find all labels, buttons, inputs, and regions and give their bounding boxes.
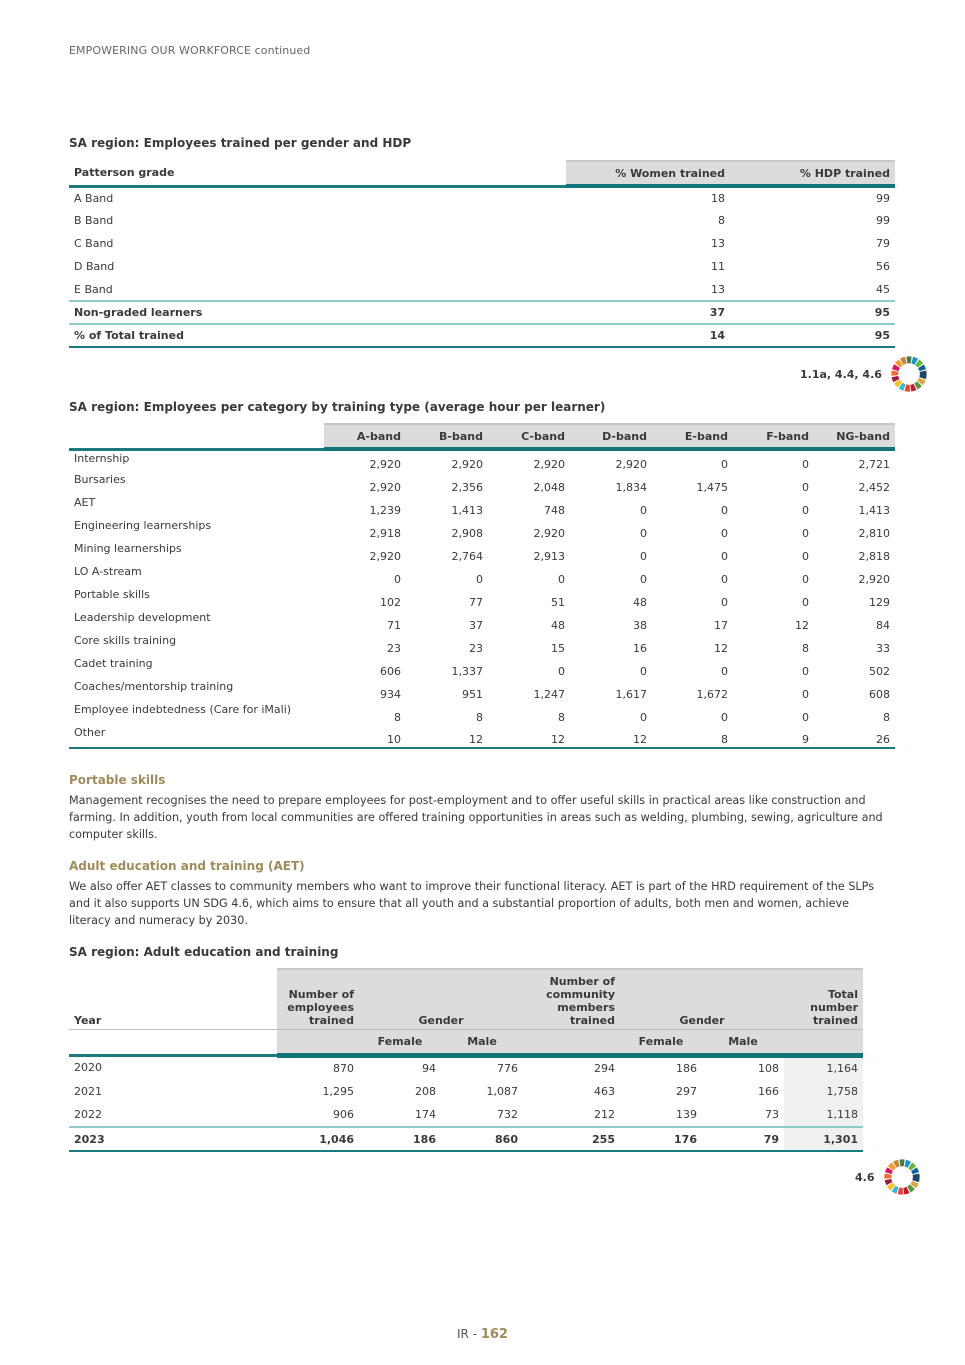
cell: 108	[758, 1061, 779, 1075]
cell: 2,356	[451, 481, 483, 494]
cell: 14	[566, 324, 730, 347]
table-row	[69, 278, 895, 301]
cell: 12	[488, 725, 570, 748]
column-subheader-female: Female	[359, 1029, 441, 1055]
cell: 0	[802, 711, 809, 724]
cell: 732	[497, 1108, 518, 1121]
column-header	[69, 424, 324, 449]
cell: 2,048	[533, 481, 565, 494]
cell: 906	[333, 1108, 354, 1121]
cell: 0	[802, 596, 809, 609]
cell: 10	[324, 725, 406, 748]
cell: 2,818	[858, 550, 890, 563]
table-row	[69, 518, 895, 541]
cell: 102	[380, 596, 401, 609]
cell: 1,413	[451, 504, 483, 517]
cell: 0	[802, 573, 809, 586]
cell: 2,920	[615, 458, 647, 471]
table-row	[69, 702, 895, 725]
row-label: 2023	[69, 1127, 277, 1151]
row-label: Core skills training	[74, 634, 177, 647]
cell: 1,118	[784, 1103, 863, 1127]
cell: 0	[640, 665, 647, 678]
column-header: F-band	[733, 424, 814, 449]
sdg-wheel-icon	[890, 355, 928, 393]
row-label: 2022	[74, 1108, 102, 1121]
cell: 2,920	[369, 481, 401, 494]
cell: 0	[721, 573, 728, 586]
sdg-reference-1	[800, 355, 928, 393]
cell: 186	[676, 1061, 697, 1075]
cell: 99	[876, 214, 890, 227]
cell: 2,920	[533, 458, 565, 471]
sdg-reference-2	[855, 1158, 921, 1196]
row-label: Engineering learnerships	[74, 519, 212, 532]
cell: 12	[795, 619, 809, 632]
portable-skills-paragraph: Management recognises the need to prepare employees for post-employment and to offer useful skills in practical areas like construction and farming. In addition, youth from local communities are offered training opportunities in areas such as welding, plumbing, sewing, agriculture and computer skills.	[69, 794, 883, 841]
row-label: AET	[74, 496, 96, 509]
cell: 0	[802, 481, 809, 494]
row-label: E Band	[74, 282, 113, 296]
cell: 37	[469, 619, 483, 632]
cell: 8	[883, 711, 890, 724]
cell: 2,913	[533, 550, 565, 563]
table-row	[69, 495, 895, 518]
cell: 56	[876, 260, 890, 273]
column-header-total: Total number trained	[784, 969, 863, 1029]
cell: 0	[721, 596, 728, 609]
cell: 2,721	[858, 458, 890, 471]
cell: 0	[558, 665, 565, 678]
sdg-label: 4.6	[855, 1170, 875, 1184]
cell: 1,758	[784, 1079, 863, 1103]
cell: 8	[558, 711, 565, 724]
row-label: Portable skills	[74, 588, 150, 601]
cell: 33	[876, 642, 890, 655]
cell: 13	[711, 282, 725, 296]
cell: 2,920	[533, 527, 565, 540]
column-header: E-band	[652, 424, 733, 449]
total-row	[69, 301, 895, 324]
cell: 8	[718, 214, 725, 227]
sdg-label: 1.1a, 4.4, 4.6	[800, 367, 882, 381]
aet-heading: Adult education and training (AET)	[69, 859, 305, 873]
column-subheader-blank	[784, 1029, 863, 1055]
column-header-community: Number of community members trained	[523, 969, 620, 1029]
cell: 0	[640, 573, 647, 586]
cell: 212	[594, 1108, 615, 1121]
cell: 94	[422, 1061, 436, 1075]
table-row	[69, 209, 895, 232]
table2-title: SA region: Employees per category by training type (average hour per learner)	[69, 400, 606, 414]
cell: 1,295	[322, 1084, 354, 1098]
cell: 463	[594, 1084, 615, 1098]
column-subheader-blank	[523, 1029, 620, 1055]
cell: 12	[570, 725, 652, 748]
cell: 2,918	[369, 527, 401, 540]
cell: 18	[711, 192, 725, 205]
column-header-gender: Gender	[359, 969, 523, 1029]
cell: 2,810	[858, 527, 890, 540]
column-header: D-band	[570, 424, 652, 449]
column-subheader-blank	[69, 1029, 277, 1055]
cell: 776	[497, 1061, 518, 1075]
row-label: Cadet training	[74, 657, 153, 670]
table-row	[69, 472, 895, 495]
cell: 860	[441, 1127, 523, 1151]
cell: 37	[566, 301, 730, 324]
cell: 0	[802, 665, 809, 678]
cell: 934	[380, 688, 401, 701]
cell: 8	[802, 642, 809, 655]
table-row	[69, 633, 895, 656]
cell: 1,337	[451, 665, 483, 678]
cell: 870	[333, 1061, 354, 1075]
running-head: EMPOWERING OUR WORKFORCE continued	[69, 44, 311, 57]
training-type-table	[69, 423, 895, 749]
row-label: LO A-stream	[74, 565, 142, 578]
cell: 2,452	[858, 481, 890, 494]
footer-prefix: IR -	[457, 1327, 481, 1341]
row-label: Internship	[74, 451, 130, 465]
row-label: B Band	[74, 214, 114, 227]
page-number: 162	[480, 1327, 508, 1342]
cell: 0	[721, 504, 728, 517]
total-row	[69, 324, 895, 347]
cell: 15	[551, 642, 565, 655]
cell: 255	[523, 1127, 620, 1151]
cell: 176	[620, 1127, 702, 1151]
cell: 8	[652, 725, 733, 748]
cell: 2,764	[451, 550, 483, 563]
cell: 1,239	[369, 504, 401, 517]
cell: 208	[415, 1084, 436, 1098]
cell: 45	[876, 282, 890, 296]
column-subheader-male: Male	[702, 1029, 784, 1055]
row-label: A Band	[74, 191, 114, 205]
row-label: % of Total trained	[69, 324, 566, 347]
cell: 1,046	[277, 1127, 359, 1151]
table-row	[69, 656, 895, 679]
column-header: NG-band	[814, 424, 895, 449]
cell: 0	[802, 527, 809, 540]
cell: 48	[551, 619, 565, 632]
cell: 95	[730, 324, 895, 347]
cell: 77	[469, 596, 483, 609]
cell: 1,617	[615, 688, 647, 701]
row-label: Coaches/mentorship training	[74, 680, 234, 693]
column-subheader-blank	[277, 1029, 359, 1055]
column-header: C-band	[488, 424, 570, 449]
row-label: Leadership development	[74, 611, 211, 624]
cell: 0	[640, 504, 647, 517]
table-row	[69, 1079, 863, 1103]
cell: 13	[711, 237, 725, 250]
column-header: Patterson grade	[69, 161, 566, 186]
cell: 608	[869, 688, 890, 701]
cell: 0	[721, 711, 728, 724]
cell: 79	[702, 1127, 784, 1151]
cell: 1,087	[486, 1084, 518, 1098]
cell: 951	[462, 688, 483, 701]
cell: 2,920	[858, 573, 890, 586]
cell: 16	[633, 642, 647, 655]
row-label: C Band	[74, 237, 114, 250]
cell: 2,920	[451, 458, 483, 471]
cell: 0	[476, 573, 483, 586]
column-header: B-band	[406, 424, 488, 449]
table-row	[69, 1055, 863, 1079]
column-header: % HDP trained	[730, 161, 895, 186]
cell: 23	[469, 642, 483, 655]
cell: 38	[633, 619, 647, 632]
gender-hdp-table	[69, 160, 895, 348]
cell: 12	[406, 725, 488, 748]
row-label: 2021	[74, 1084, 102, 1098]
cell: 12	[714, 642, 728, 655]
column-header: A-band	[324, 424, 406, 449]
cell: 1,672	[696, 688, 728, 701]
cell: 748	[544, 504, 565, 517]
cell: 0	[558, 573, 565, 586]
cell: 1,164	[784, 1055, 863, 1079]
table-row	[69, 541, 895, 564]
table-row	[69, 449, 895, 472]
row-label: Employee indebtedness (Care for iMali)	[74, 703, 292, 716]
cell: 2,920	[369, 550, 401, 563]
cell: 73	[765, 1108, 779, 1121]
cell: 0	[802, 688, 809, 701]
cell: 0	[721, 665, 728, 678]
table3-title: SA region: Adult education and training	[69, 945, 339, 959]
cell: 0	[802, 504, 809, 517]
aet-paragraph: We also offer AET classes to community members who want to improve their functional literacy. AET is part of the HRD requirement of the SLPs and it also supports UN SDG 4.6, which aims to ensure that all youth and a substantial proportion of adults, both men and women, achieve literacy and numeracy by 2030.	[69, 880, 875, 927]
cell: 502	[869, 665, 890, 678]
cell: 26	[814, 725, 895, 748]
cell: 8	[394, 711, 401, 724]
cell: 95	[730, 301, 895, 324]
cell: 48	[633, 596, 647, 609]
table-row	[69, 1127, 863, 1151]
cell: 11	[711, 260, 725, 273]
cell: 17	[714, 619, 728, 632]
cell: 1,413	[858, 504, 890, 517]
cell: 0	[721, 527, 728, 540]
cell: 51	[551, 596, 565, 609]
cell: 0	[802, 458, 809, 471]
column-header-employees: Number of employees trained	[277, 969, 359, 1029]
cell: 79	[876, 237, 890, 250]
table-row	[69, 564, 895, 587]
column-header-year: Year	[74, 1013, 102, 1027]
cell: 297	[676, 1084, 697, 1098]
cell: 129	[869, 596, 890, 609]
aet-table	[69, 968, 863, 1152]
column-header: % Women trained	[566, 161, 730, 186]
row-label: D Band	[74, 260, 115, 273]
row-label: Non-graded learners	[69, 301, 566, 324]
cell: 71	[387, 619, 401, 632]
cell: 1,247	[533, 688, 565, 701]
table-row	[69, 232, 895, 255]
cell: 0	[640, 711, 647, 724]
table-row	[69, 186, 895, 209]
row-label: Bursaries	[74, 473, 126, 486]
cell: 84	[876, 619, 890, 632]
cell: 294	[594, 1061, 615, 1075]
cell: 0	[640, 550, 647, 563]
cell: 606	[380, 665, 401, 678]
cell: 0	[721, 458, 728, 471]
cell: 174	[415, 1108, 436, 1121]
column-subheader-male: Male	[441, 1029, 523, 1055]
table-row	[69, 725, 895, 748]
cell: 0	[721, 550, 728, 563]
table-row	[69, 255, 895, 278]
table1-title: SA region: Employees trained per gender and HDP	[69, 136, 412, 150]
cell: 2,920	[369, 458, 401, 471]
cell: 0	[802, 550, 809, 563]
cell: 139	[676, 1108, 697, 1121]
table-row	[69, 679, 895, 702]
table-row	[69, 587, 895, 610]
cell: 1,475	[696, 481, 728, 494]
table-row	[69, 610, 895, 633]
cell: 99	[876, 192, 890, 205]
row-label: Other	[69, 725, 324, 748]
table-row	[69, 1103, 863, 1127]
row-label: 2020	[74, 1061, 102, 1075]
cell: 8	[476, 711, 483, 724]
cell: 0	[394, 573, 401, 586]
cell: 1,834	[615, 481, 647, 494]
cell: 23	[387, 642, 401, 655]
cell: 0	[640, 527, 647, 540]
cell: 1,301	[784, 1127, 863, 1151]
sdg-wheel-icon	[883, 1158, 921, 1196]
column-header-gender: Gender	[620, 969, 784, 1029]
page-footer	[0, 1327, 965, 1342]
cell: 186	[359, 1127, 441, 1151]
column-subheader-female: Female	[620, 1029, 702, 1055]
cell: 166	[758, 1084, 779, 1098]
row-label: Mining learnerships	[74, 542, 182, 555]
portable-skills-heading: Portable skills	[69, 773, 166, 787]
cell: 9	[733, 725, 814, 748]
cell: 2,908	[451, 527, 483, 540]
